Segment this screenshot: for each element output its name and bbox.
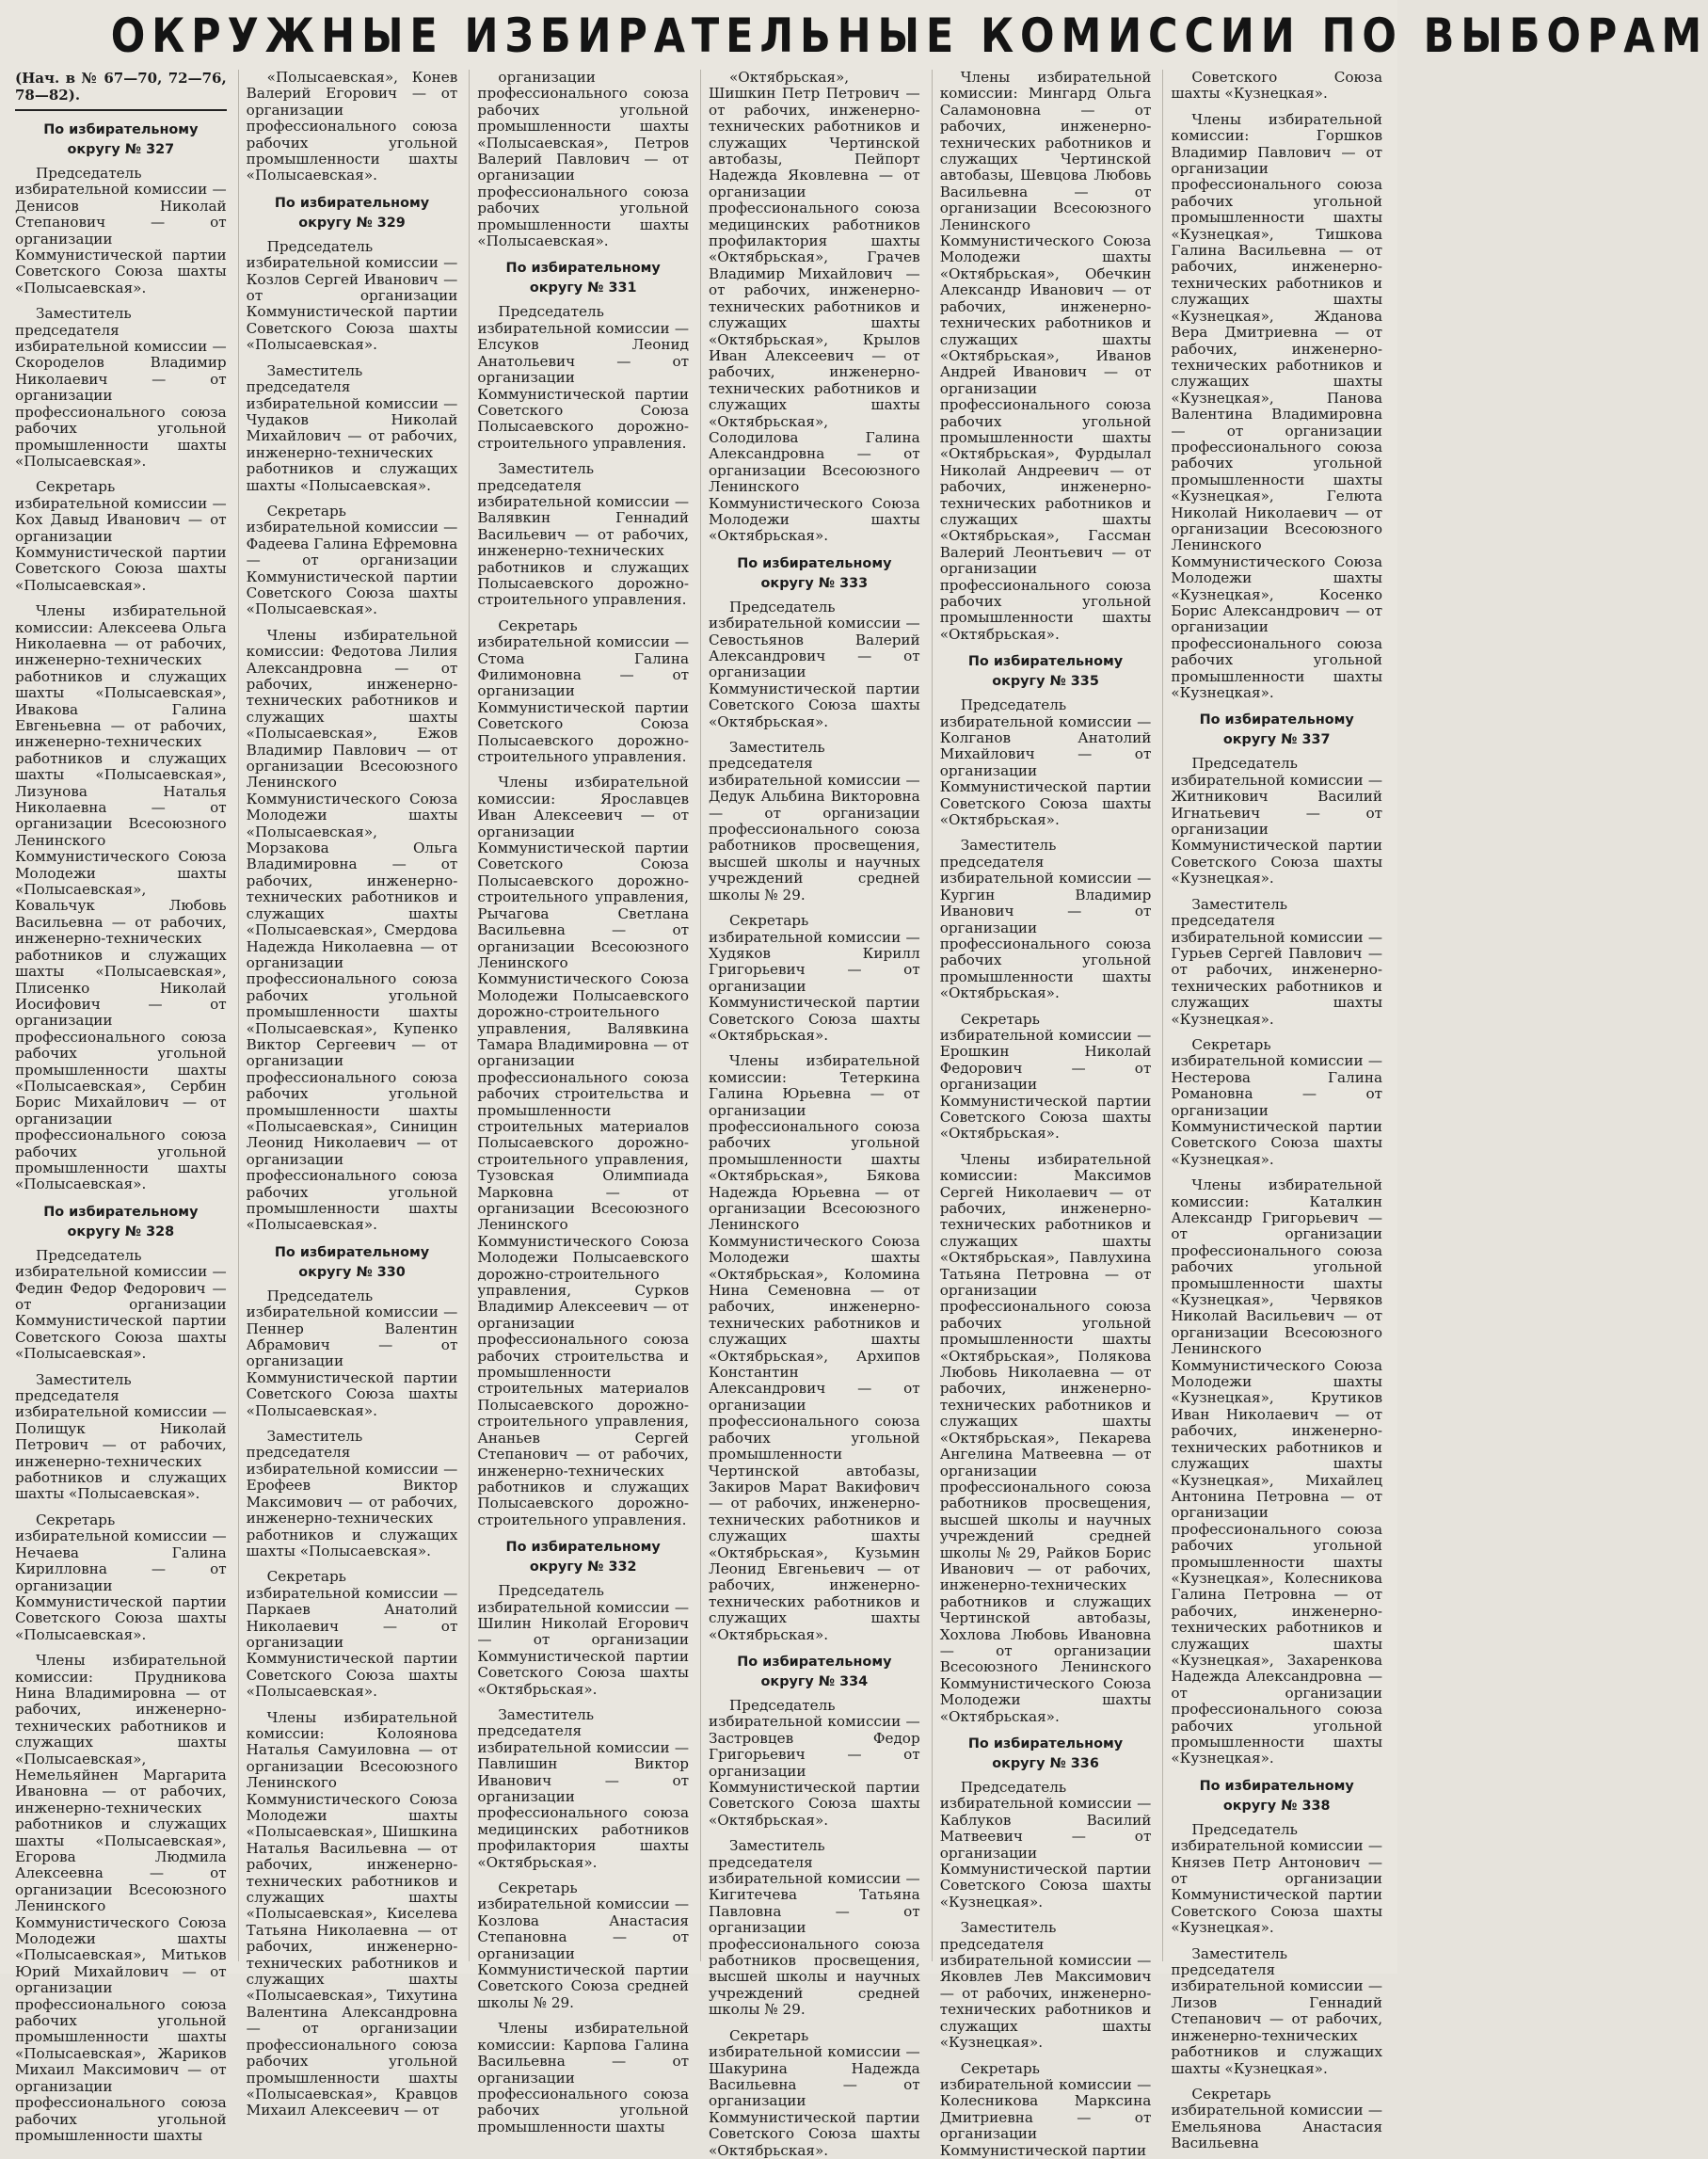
commission-paragraph: Председатель избирательной комиссии — Федин Федор Федорович — от организации Коммунистической партии Советского Союза шахты «Полысаевская».	[15, 1246, 227, 1363]
commission-paragraph: Председатель избирательной комиссии — Застровцев Федор Григорьевич — от организации Коммунистической партии Советского Союза шахты «Октябрьская».	[709, 1696, 920, 1829]
commission-paragraph: Члены избирательной комиссии: Колоянова Наталья Самуиловна — от организации Всесоюзного Ленинского Коммунистического Союза Молодежи шахты «Полысаевская», Шишкина Наталья Васильевна — от рабочих, инженерно-технических работников и служащих шахты «Полысаевская», Киселева Татьяна Николаевна — от рабочих, инженерно-технических работников и служащих шахты «Полысаевская», Тихутина Валентина Александровна — от организации профессионального союза рабочих угольной промышленности шахты «Полысаевская», Кравцов Михаил Алексеевич — от	[246, 1708, 458, 2119]
commission-paragraph: Председатель избирательной комиссии — Житникович Василий Игнатьевич — от организации Коммунистической партии Советского Союза шахты «Кузнецкая».	[1171, 755, 1383, 888]
district-heading: По избирательному округу № 336	[967, 1736, 1124, 1771]
commission-paragraph: Секретарь избирательной комиссии — Шакурина Надежда Васильевна — от организации Коммунистической партии Советского Союза шахты «Октябрьская».	[709, 2026, 920, 2159]
text-column	[932, 69, 1152, 2159]
commission-paragraph: Председатель избирательной комиссии — Козлов Сергей Иванович — от организации Коммунистической партии Советского Союза шахты «Полысаевская».	[246, 237, 458, 354]
commission-paragraph: «Октябрьская», Шишкин Петр Петрович — от рабочих, инженерно-технических работников и служащих Чертинской автобазы, Пейпорт Надежда Яковлевна — от организации профессионального союза медицинских работников профилактория шахты «Октябрьская», Грачев Владимир Михайлович — от рабочих, инженерно-технических работников и служащих шахты «Октябрьская», Крылов Иван Алексеевич — от рабочих, инженерно-технических работников и служащих шахты «Октябрьская», Солодилова Галина Александровна — от организации Всесоюзного Ленинского Коммунистического Союза Молодежи шахты «Октябрьская».	[709, 69, 920, 545]
district-heading: По избирательному округу № 332	[505, 1540, 661, 1575]
commission-paragraph: Члены избирательной комиссии: Прудникова Нина Владимировна — от рабочих, инженерно-технических работников и служащих шахты «Полысаевская», Немельяйнен Маргарита Ивановна — от рабочих, инженерно-технических работников и служащих шахты «Полысаевская», Егорова Людмила Алексеевна — от организации Всесоюзного Ленинского Коммунистического Союза Молодежи шахты «Полысаевская», Митьков Юрий Михайлович — от организации профессионального союза рабочих угольной промышленности шахты «Полысаевская», Жариков Михаил Максимович — от организации профессионального союза рабочих угольной промышленности шахты	[15, 1652, 227, 2144]
commission-paragraph: Председатель избирательной комиссии — Елсуков Леонид Анатольевич — от организации Коммунистической партии Советского Союза Полысаевского дорожно-строительного управления.	[477, 303, 690, 452]
text-column	[1162, 69, 1383, 2152]
text-column	[15, 70, 227, 2144]
commission-paragraph: Председатель избирательной комиссии — Севостьянов Валерий Александрович — от организации Коммунистической партии Советского Союза шахты «Октябрьская».	[709, 598, 920, 730]
commission-paragraph: Члены избирательной комиссии: Ярославцев Иван Алексеевич — от организации Коммунистической партии Советского Союза Полысаевского дорожно-строительного управления, Рычагова Светлана Васильевна — от организации Всесоюзного Ленинского Коммунистического Союза Молодежи Полысаевского дорожно-строительного управления, Валявкина Тамара Владимировна — от организации профессионального союза рабочих строительства и промышленности строительных материалов Полысаевского дорожно-строительного управления, Тузовская Олимпиада Марковна — от организации Всесоюзного Ленинского Коммунистического Союза Молодежи Полысаевского дорожно-строительного управления, Сурков Владимир Алексеевич — от организации профессионального союза рабочих строительства и промышленности строительных материалов Полысаевского дорожно-строительного управления, Ананьев Сергей Степанович — от рабочих, инженерно-технических работников и служащих Полысаевского дорожно-строительного управления.	[477, 774, 690, 1528]
commission-paragraph: Члены избирательной комиссии: Карпова Галина Васильевна — от организации профессионального союза рабочих угольной промышленности шахты	[477, 2020, 690, 2135]
commission-paragraph: Секретарь избирательной комиссии — Ерошкин Николай Федорович — от организации Коммунистической партии Советского Союза шахты «Октябрьская».	[939, 1010, 1152, 1143]
commission-paragraph: Члены избирательной комиссии: Каталкин Александр Григорьевич — от организации профессионального союза рабочих угольной промышленности шахты «Кузнецкая», Червяков Николай Васильевич — от организации Всесоюзного Ленинского Коммунистического Союза Молодежи шахты «Кузнецкая», Крутиков Иван Николаевич — от рабочих, инженерно-технических работников и служащих шахты «Кузнецкая», Михайлец Антонина Петровна — от организации профессионального союза рабочих угольной промышленности шахты «Кузнецкая», Колесникова Галина Петровна — от рабочих, инженерно-технических работников и служащих шахты «Кузнецкая», Захаренкова Надежда Александровна — от организации профессионального союза рабочих угольной промышленности шахты «Кузнецкая».	[1171, 1176, 1383, 1767]
text-column	[469, 69, 690, 2135]
commission-paragraph: Заместитель председателя избирательной комиссии — Скороделов Владимир Николаевич — от организации профессионального союза рабочих угольной промышленности шахты «Полысаевская».	[15, 305, 227, 470]
commission-paragraph: Члены избирательной комиссии: Горшков Владимир Павлович — от организации профессионального союза рабочих угольной промышленности шахты «Кузнецкая», Тишкова Галина Васильевна — от рабочих, инженерно-технических работников и служащих шахты «Кузнецкая», Жданова Вера Дмитриевна — от рабочих, инженерно-технических работников и служащих шахты «Кузнецкая», Панова Валентина Владимировна — от организации профессионального союза рабочих угольной промышленности шахты «Кузнецкая», Гелюта Николай Николаевич — от организации Всесоюзного Ленинского Коммунистического Союза Молодежи шахты «Кузнецкая», Косенко Борис Александрович — от организации профессионального союза рабочих угольной промышленности шахты «Кузнецкая».	[1171, 110, 1383, 702]
commission-paragraph: «Полысаевская», Конев Валерий Егорович — от организации профессионального союза рабочих угольной промышленности шахты «Полысаевская».	[246, 69, 458, 184]
commission-paragraph: Заместитель председателя избирательной комиссии — Полищук Николай Петрович — от рабочих, инженерно-технических работников и служащих шахты «Полысаевская».	[15, 1370, 227, 1503]
commission-paragraph: Члены избирательной комиссии: Алексеева Ольга Николаевна — от рабочих, инженерно-технических работников и служащих шахты «Полысаевская», Ивакова Галина Евгеньевна — от рабочих, инженерно-технических работников и служащих шахты «Полысаевская», Лизунова Наталья Николаевна — от организации Всесоюзного Ленинского Коммунистического Союза Молодежи шахты «Полысаевская», Ковальчук Любовь Васильевна — от рабочих, инженерно-технических работников и служащих шахты «Полысаевская», Плисенко Николай Иосифович — от организации профессионального союза рабочих угольной промышленности шахты «Полысаевская», Сербин Борис Михайлович — от организации профессионального союза рабочих угольной промышленности шахты «Полысаевская».	[15, 602, 227, 1193]
commission-paragraph: Заместитель председателя избирательной комиссии — Лизов Геннадий Степанович — от рабочих, инженерно-технических работников и служащих шахты «Кузнецкая».	[1171, 1944, 1383, 2077]
district-heading: По избирательному округу № 335	[967, 654, 1124, 690]
article-columns	[15, 69, 1383, 2159]
commission-paragraph: Члены избирательной комиссии: Тетеркина Галина Юрьевна — от организации профессионального союза рабочих угольной промышленности шахты «Октябрьская», Бякова Надежда Юрьевна — от организации Всесоюзного Ленинского Коммунистического Союза Молодежи шахты «Октябрьская», Коломина Нина Семеновна — от рабочих, инженерно-технических работников и служащих шахты «Октябрьская», Архипов Константин Александрович — от организации профессионального союза рабочих угольной промышленности Чертинской автобазы, Закиров Марат Вакифович — от рабочих, инженерно-технических работников и служащих шахты «Октябрьская», Кузьмин Леонид Евгеньевич — от рабочих, инженерно-технических работников и служащих шахты «Октябрьская».	[709, 1052, 920, 1643]
commission-paragraph: Заместитель председателя избирательной комиссии — Павлишин Виктор Иванович — от организации профессионального союза медицинских работников профилактория шахты «Октябрьская».	[477, 1705, 690, 1871]
district-heading: По избирательному округу № 329	[274, 195, 430, 231]
text-column	[238, 69, 458, 2119]
commission-paragraph: Секретарь избирательной комиссии — Козлова Анастасия Степановна — от организации Коммунистической партии Советского Союза средней школы № 29.	[477, 1879, 690, 2011]
commission-paragraph: Председатель избирательной комиссии — Колганов Анатолий Михайлович — от организации Коммунистической партии Советского Союза шахты «Октябрьская».	[939, 696, 1152, 829]
commission-paragraph: Заместитель председателя избирательной комиссии — Валявкин Геннадий Васильевич — от рабочих, инженерно-технических работников и служащих Полысаевского дорожно-строительного управления.	[477, 460, 690, 609]
commission-paragraph: Секретарь избирательной комиссии — Стома Галина Филимоновна — от организации Коммунистической партии Советского Союза Полысаевского дорожно-строительного управления.	[477, 616, 690, 766]
district-heading: По избирательному округу № 334	[737, 1654, 892, 1689]
district-heading: По избирательному округу № 328	[43, 1204, 199, 1239]
commission-paragraph: Секретарь избирательной комиссии — Фадеева Галина Ефремовна — от организации Коммунистической партии Советского Союза шахты «Полысаевская».	[246, 502, 458, 618]
district-heading: По избирательному округу № 333	[737, 555, 892, 591]
commission-paragraph: Председатель избирательной комиссии — Каблуков Василий Матвеевич — от организации Коммунистической партии Советского Союза шахты «Кузнецкая».	[939, 1779, 1152, 1911]
commission-paragraph: Заместитель председателя избирательной комиссии — Чудаков Николай Михайлович — от рабочих, инженерно-технических работников и служащих шахты «Полысаевская».	[246, 361, 458, 494]
commission-paragraph: Заместитель председателя избирательной комиссии — Кигитечева Татьяна Павловна — от организации профессионального союза работников просвещения, высшей школы и научных учреждений средней школы № 29.	[709, 1837, 920, 2019]
district-heading: По избирательному округу № 331	[505, 261, 661, 296]
commission-paragraph: Заместитель председателя избирательной комиссии — Дедук Альбина Викторовна — от организации профессионального союза работников просвещения, высшей школы и научных учреждений средней школы № 29.	[709, 739, 920, 904]
commission-paragraph: Секретарь избирательной комиссии — Емельянова Анастасия Васильевна	[1171, 2085, 1383, 2152]
commission-paragraph: Секретарь избирательной комиссии — Кох Давыд Иванович — от организации Коммунистической партии Советского Союза шахты «Полысаевская».	[15, 478, 227, 594]
commission-paragraph: Заместитель председателя избирательной комиссии — Гурьев Сергей Павлович — от рабочих, инженерно-технических работников и служащих шахты «Кузнецкая».	[1171, 895, 1383, 1028]
commission-paragraph: Председатель избирательной комиссии — Князев Петр Антонович — от организации Коммунистической партии Советского Союза шахты «Кузнецкая».	[1171, 1820, 1383, 1937]
district-heading: По избирательному округу № 330	[274, 1244, 430, 1280]
commission-paragraph: Председатель избирательной комиссии — Шилин Николай Егорович — от организации Коммунистической партии Советского Союза шахты «Октябрьская».	[477, 1582, 690, 1698]
page-headline: ОКРУЖНЫЕ ИЗБИРАТЕЛЬНЫЕ КОМИССИИ ПО ВЫБОРАМ	[110, 8, 1708, 63]
text-column	[700, 69, 920, 2159]
commission-paragraph: организации профессионального союза рабочих угольной промышленности шахты «Полысаевская», Петров Валерий Павлович — от организации профессионального союза рабочих угольной промышленности шахты «Полысаевская».	[477, 69, 690, 250]
commission-paragraph: Заместитель председателя избирательной комиссии — Ерофеев Виктор Максимович — от рабочих, инженерно-технических работников и служащих шахты «Полысаевская».	[246, 1428, 458, 1559]
commission-paragraph: Члены избирательной комиссии: Мингард Ольга Саламоновна — от рабочих, инженерно-технических работников и служащих Чертинской автобазы, Шевцова Любовь Васильевна — от организации Всесоюзного Ленинского Коммунистического Союза Молодежи шахты «Октябрьская», Обечкин Александр Иванович — от рабочих, инженерно-технических работников и служащих шахты «Октябрьская», Иванов Андрей Иванович — от организации профессионального союза рабочих угольной промышленности шахты «Октябрьская», Фурдылал Николай Андреевич — от рабочих, инженерно-технических работников и служащих шахты «Октябрьская», Гассман Валерий Леонтьевич — от организации профессионального союза рабочих угольной промышленности шахты «Октябрьская».	[939, 69, 1152, 643]
commission-paragraph: Секретарь избирательной комиссии — Нестерова Галина Романовна — от организации Коммунистической партии Советского Союза шахты «Кузнецкая».	[1171, 1035, 1383, 1168]
commission-paragraph: Секретарь избирательной комиссии — Худяков Кирилл Григорьевич — от организации Коммунистической партии Советского Союза шахты «Октябрьская».	[709, 912, 920, 1044]
commission-paragraph: Заместитель председателя избирательной комиссии — Кургин Владимир Иванович — от организации профессионального союза рабочих угольной промышленности шахты «Октябрьская».	[939, 837, 1152, 1002]
continuation-note: (Нач. в № 67—70, 72—76, 78—82).	[15, 70, 227, 111]
commission-paragraph: Советского Союза шахты «Кузнецкая».	[1171, 69, 1383, 103]
commission-paragraph: Члены избирательной комиссии: Максимов Сергей Николаевич — от рабочих, инженерно-технических работников и служащих шахты «Октябрьская», Павлухина Татьяна Петровна — от организации профессионального союза рабочих угольной промышленности шахты «Октябрьская», Полякова Любовь Николаевна — от рабочих, инженерно-технических работников и служащих шахты «Октябрьская», Пекарева Ангелина Матвеевна — от организации профессионального союза работников просвещения, высшей школы и научных учреждений средней школы № 29, Райков Борис Иванович — от рабочих, инженерно-технических работников и служащих Чертинской автобазы, Хохлова Любовь Ивановна — от организации Всесоюзного Ленинского Коммунистического Союза Молодежи шахты «Октябрьская».	[939, 1150, 1152, 1725]
commission-paragraph: Председатель избирательной комиссии — Пеннер Валентин Абрамович — от организации Коммунистической партии Советского Союза шахты «Полысаевская».	[246, 1287, 458, 1419]
district-heading: По избирательному округу № 327	[43, 122, 199, 157]
district-heading: По избирательному округу № 338	[1199, 1778, 1354, 1814]
commission-paragraph: Члены избирательной комиссии: Федотова Лилия Александровна — от рабочих, инженерно-технических работников и служащих шахты «Полысаевская», Ежов Владимир Павлович — от организации Всесоюзного Ленинского Коммунистического Союза Молодежи шахты «Полысаевская», Морзакова Ольга Владимировна — от рабочих, инженерно-технических работников и служащих шахты «Полысаевская», Смердова Надежда Николаевна — от организации профессионального союза рабочих угольной промышленности шахты «Полысаевская», Купенко Виктор Сергеевич — от организации профессионального союза рабочих угольной промышленности шахты «Полысаевская», Синицин Леонид Николаевич — от организации профессионального союза рабочих угольной промышленности шахты «Полысаевская».	[246, 626, 458, 1234]
commission-paragraph: Председатель избирательной комиссии — Денисов Николай Степанович — от организации Коммунистической партии Советского Союза шахты «Полысаевская».	[15, 165, 227, 296]
commission-paragraph: Секретарь избирательной комиссии — Колесникова Марксина Дмитриевна — от организации Коммунистической партии	[939, 2059, 1152, 2159]
commission-paragraph: Заместитель председателя избирательной комиссии — Яковлев Лев Максимович — от рабочих, инженерно-технических работников и служащих шахты «Кузнецкая».	[939, 1919, 1152, 2052]
commission-paragraph: Секретарь избирательной комиссии — Нечаева Галина Кирилловна — от организации Коммунистической партии Советского Союза шахты «Полысаевская».	[15, 1511, 227, 1643]
commission-paragraph: Секретарь избирательной комиссии — Паркаев Анатолий Николаевич — от организации Коммунистической партии Советского Союза шахты «Полысаевская».	[246, 1568, 458, 1701]
district-heading: По избирательному округу № 337	[1199, 712, 1354, 748]
